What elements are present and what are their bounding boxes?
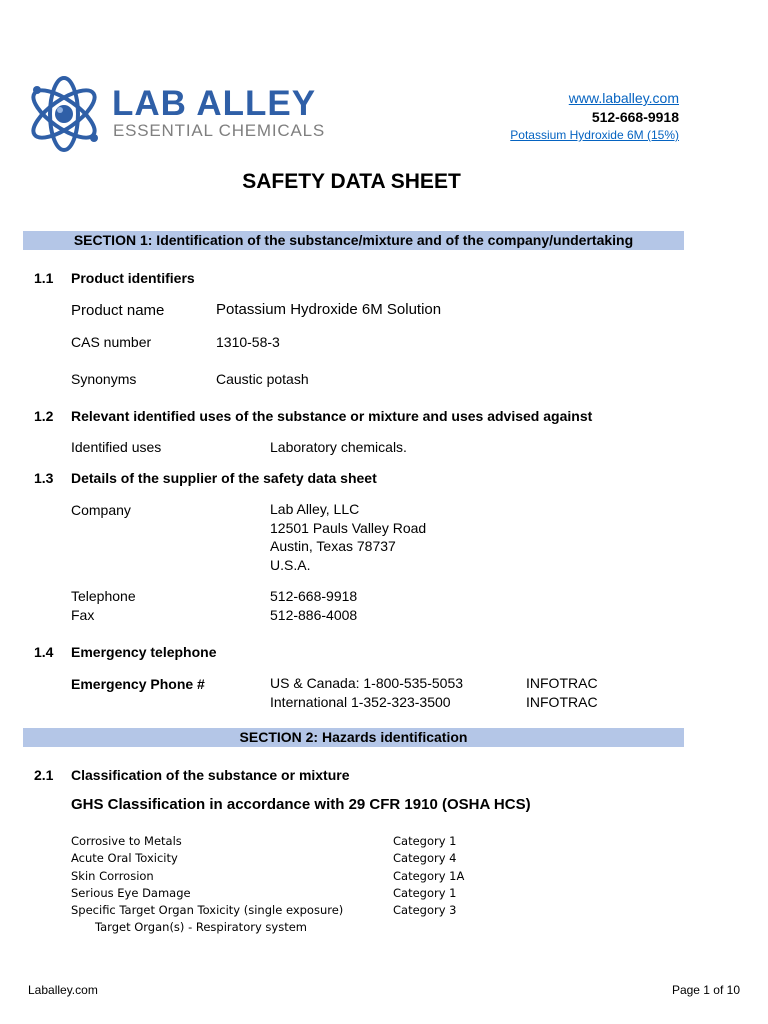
subsection-title: Emergency telephone <box>71 644 217 660</box>
emergency-numbers <box>270 674 463 711</box>
emergency-number: International 1-352-323-3500 <box>270 693 451 710</box>
subsection-number: 1.2 <box>34 408 54 424</box>
telephone-value: 512-668-9918 <box>270 588 358 604</box>
list-item <box>71 868 531 885</box>
brand-tagline: ESSENTIAL CHEMICALS <box>113 121 326 140</box>
subsection-title: Product identifiers <box>71 270 195 286</box>
emergency-provider: INFOTRAC <box>526 675 598 691</box>
section-2-heading: SECTION 2: Hazards identification <box>23 728 684 747</box>
subsection-number: 1.3 <box>34 470 54 486</box>
emergency-phone-label: Emergency Phone # <box>71 676 205 692</box>
hazard-category: Category 1 <box>393 834 457 848</box>
company-line: U.S.A. <box>270 556 311 573</box>
product-link[interactable]: Potassium Hydroxide 6M (15%) <box>510 128 679 142</box>
fax-label: Fax <box>71 606 95 623</box>
company-address <box>270 500 426 574</box>
brand-name: LAB ALLEY <box>112 84 317 123</box>
ghs-classification-title: GHS Classification in accordance with 29 CFR 1910 (OSHA HCS) <box>71 796 531 813</box>
cas-value: 1310-58-3 <box>216 334 280 350</box>
emergency-providers <box>526 674 598 711</box>
telephone-fax-values <box>270 587 357 624</box>
product-name-value: Potassium Hydroxide 6M Solution <box>216 301 442 318</box>
cas-label: CAS number <box>71 334 152 350</box>
subsection-number: 2.1 <box>34 767 54 783</box>
subsection-title: Relevant identified uses of the substance or mixture and uses advised against <box>71 408 593 424</box>
hazard-category: Category 4 <box>393 851 457 866</box>
ghs-classification-list <box>71 833 555 937</box>
telephone-label: Telephone <box>71 588 136 604</box>
synonyms-value: Caustic potash <box>216 371 309 387</box>
document-title: SAFETY DATA SHEET <box>242 170 461 193</box>
hazard-name: Corrosive to Metals <box>71 834 182 848</box>
emergency-number: US & Canada: 1-800-535-5053 <box>270 675 464 691</box>
hazard-category: Category 3 <box>393 903 457 918</box>
fax-value: 512-886-4008 <box>270 606 358 623</box>
website-link[interactable]: www.laballey.com <box>568 90 679 106</box>
list-item <box>71 833 531 850</box>
atom-icon <box>24 68 104 160</box>
identified-uses-value: Laboratory chemicals. <box>270 439 407 455</box>
company-line: Austin, Texas 78737 <box>270 538 396 554</box>
page-number: Page 1 of 10 <box>671 983 740 997</box>
hazard-name: Acute Oral Toxicity <box>71 851 178 866</box>
company-line: Lab Alley, LLC <box>270 501 360 517</box>
product-name-label: Product name <box>71 302 165 319</box>
list-item <box>71 885 531 902</box>
subsection-number: 1.4 <box>34 644 54 660</box>
list-item <box>71 902 531 919</box>
hazard-category: Category 1A <box>393 868 465 883</box>
header-phone: 512-668-9918 <box>591 109 679 125</box>
section-1-heading: SECTION 1: Identification of the substance/mixture and of the company/undertaking <box>23 231 684 250</box>
list-item <box>71 850 531 867</box>
identified-uses-label: Identified uses <box>71 439 162 455</box>
subsection-number: 1.1 <box>34 270 54 286</box>
hazard-name: Skin Corrosion <box>71 868 154 883</box>
hazard-category: Category 1 <box>393 885 457 900</box>
hazard-name: Specific Target Organ Toxicity (single exposure) <box>71 903 344 918</box>
company-line: 12501 Pauls Valley Road <box>270 519 427 536</box>
hazard-name: Serious Eye Damage <box>71 885 191 900</box>
subsection-title: Classification of the substance or mixture <box>71 767 350 783</box>
emergency-provider: INFOTRAC <box>526 693 598 710</box>
synonyms-label: Synonyms <box>71 371 137 387</box>
target-organ-note: Target Organ(s) - Respiratory system <box>95 920 307 935</box>
telephone-fax-labels <box>71 587 136 624</box>
company-label: Company <box>71 502 131 518</box>
footer-site: Laballey.com <box>28 983 98 997</box>
subsection-title: Details of the supplier of the safety data sheet <box>71 470 377 486</box>
